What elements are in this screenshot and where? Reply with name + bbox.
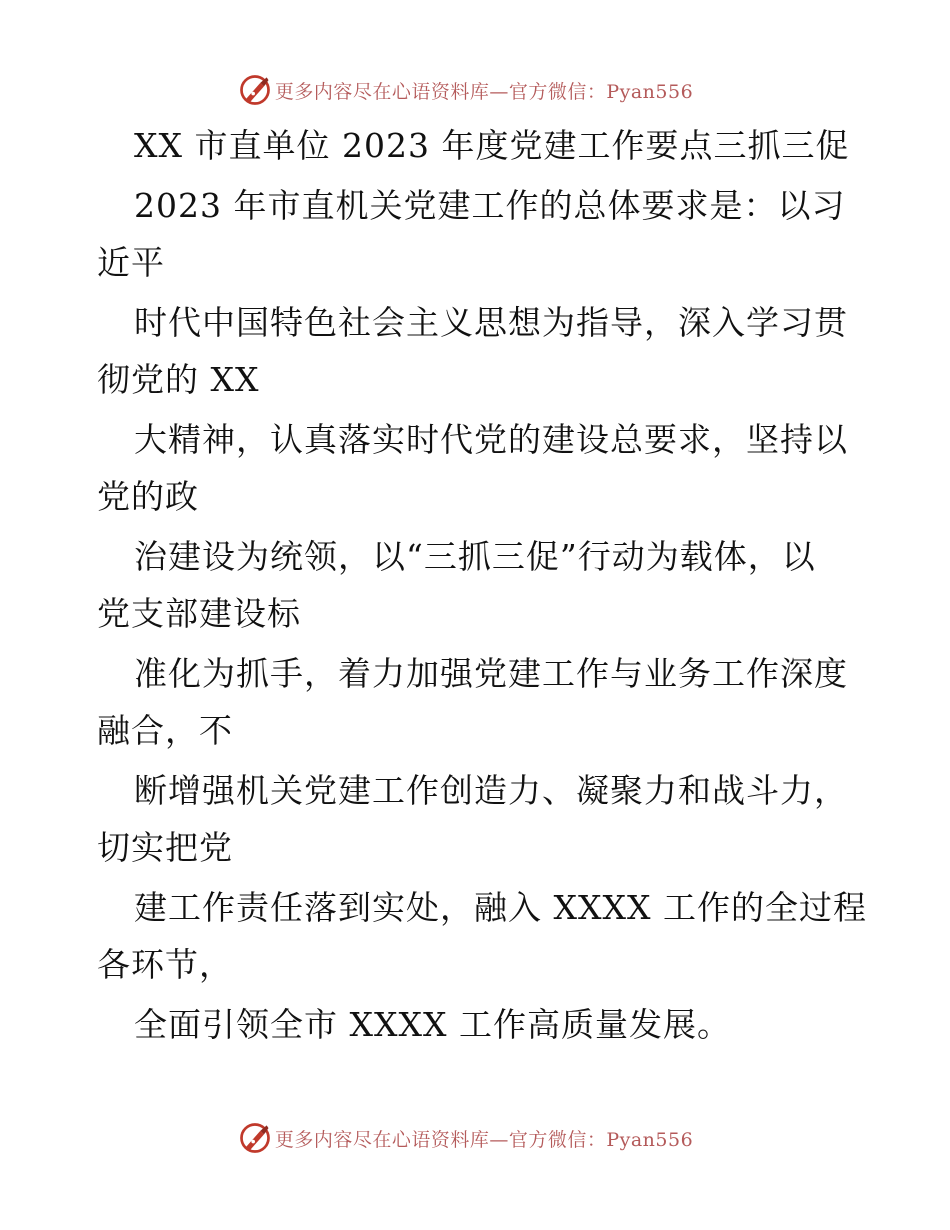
pen-logo-icon: [237, 1120, 273, 1156]
watermark-text: 更多内容尽在心语资料库—官方微信：Pyan556: [274, 80, 694, 103]
paragraph-line: 治建设为统领，以“三抓三促”行动为载体，以: [134, 537, 816, 576]
paragraph-line: 大精神，认真落实时代党的建设总要求，坚持以: [134, 420, 848, 459]
paragraph-line: 断增强机关党建工作创造力、凝聚力和战斗力，: [134, 771, 848, 810]
paragraph-line: 建工作责任落到实处，融入 XXXX 工作的全过程: [134, 888, 867, 927]
paragraph-line: 全面引领全市 XXXX 工作高质量发展。: [134, 1005, 731, 1044]
paragraph-line: 2023 年市直机关党建工作的总体要求是：以习: [134, 186, 846, 225]
paragraph-line: 时代中国特色社会主义思想为指导，深入学习贯: [134, 303, 848, 342]
watermark-text: 更多内容尽在心语资料库—官方微信：Pyan556: [274, 1128, 694, 1151]
document-title: XX 市直单位 2023 年度党建工作要点三抓三促: [134, 126, 850, 165]
bottom-watermark-banner: [0, 1118, 950, 1158]
paragraph-line: 各环节，: [97, 945, 233, 984]
paragraph-line: 党支部建设标: [97, 594, 301, 633]
paragraph-line: 彻党的 XX: [97, 360, 260, 399]
paragraph-line: 融合，不: [97, 711, 233, 750]
paragraph-line: 近平: [97, 243, 165, 282]
paragraph-line: 切实把党: [97, 828, 233, 867]
paragraph-line: 准化为抓手，着力加强党建工作与业务工作深度: [134, 654, 848, 693]
paragraph-line: 党的政: [97, 477, 199, 516]
